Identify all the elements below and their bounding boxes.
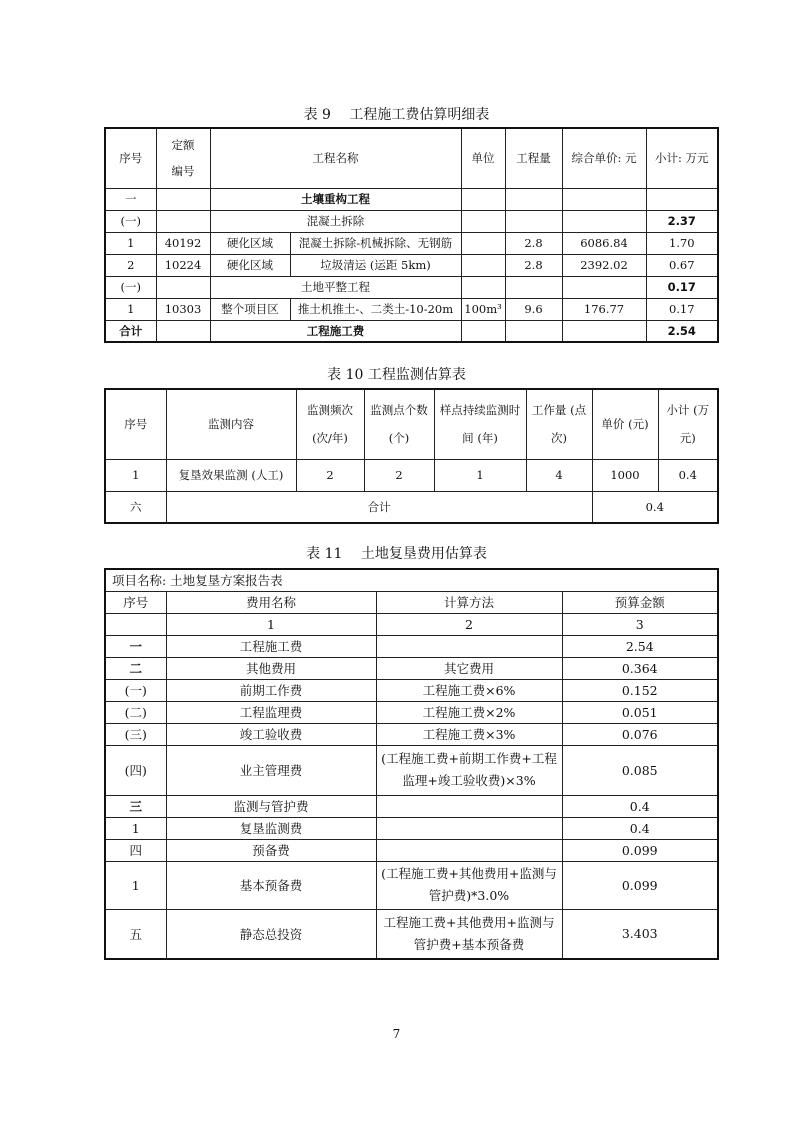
table9-header-qty: 工程量 (505, 128, 562, 188)
table11-name: 工程施工费 (166, 635, 376, 657)
table11-amount: 3.403 (562, 909, 718, 959)
table10-content: 复垦效果监测 (人工) (166, 459, 296, 491)
table9-area: 硬化区域 (210, 254, 290, 276)
table11-header-seq: 序号 (105, 591, 166, 613)
table9-code (156, 276, 210, 298)
table11-seq: 一 (105, 635, 166, 657)
table11-amount: 0.085 (562, 745, 718, 795)
table11-name: 基本预备费 (166, 861, 376, 909)
table9-seq: 1 (105, 298, 156, 320)
table9-subtotal: 1.70 (646, 232, 718, 254)
table-row (105, 254, 718, 276)
table9-unit (461, 254, 505, 276)
table9-seq: 一 (105, 188, 156, 210)
table9-unit (461, 232, 505, 254)
table9-qty (505, 276, 562, 298)
table11-index-method: 2 (376, 613, 562, 635)
table11-project-name: 项目名称: 土地复垦方案报告表 (105, 569, 718, 591)
table9-subtotal: 2.37 (646, 210, 718, 232)
table11-index-seq (105, 613, 166, 635)
table11-method (376, 635, 562, 657)
table10-subtotal: 0.4 (658, 459, 718, 491)
table-row (105, 817, 718, 839)
table11-seq: (一) (105, 679, 166, 701)
table9-unit (461, 276, 505, 298)
table11-name: 工程监理费 (166, 701, 376, 723)
table11-project-row (105, 569, 718, 591)
table-row (105, 701, 718, 723)
table9-qty (505, 210, 562, 232)
table10-total-value: 0.4 (592, 491, 718, 523)
table11-name: 静态总投资 (166, 909, 376, 959)
table9-qty: 9.6 (505, 298, 562, 320)
table-row (105, 635, 718, 657)
table9-total-row (105, 320, 718, 342)
table9-code (156, 320, 210, 342)
table11-seq: 1 (105, 861, 166, 909)
table-row (105, 861, 718, 909)
table9-header-code (156, 128, 210, 188)
table9-price: 2392.02 (562, 254, 646, 276)
table11-method (376, 795, 562, 817)
table9-price (562, 276, 646, 298)
table11-amount: 0.099 (562, 839, 718, 861)
table9-seq: 合计 (105, 320, 156, 342)
table9-code: 10224 (156, 254, 210, 276)
table10-header-price: 单价 (元) (592, 389, 658, 459)
table9 (104, 127, 719, 343)
table9-subtotal (646, 188, 718, 210)
table-row (105, 188, 718, 210)
table11-amount: 0.364 (562, 657, 718, 679)
table-row (105, 795, 718, 817)
table9-name: 垃圾清运 (运距 5km) (290, 254, 461, 276)
table11-seq: (三) (105, 723, 166, 745)
table9-qty (505, 320, 562, 342)
table9-qty (505, 188, 562, 210)
table9-seq: 2 (105, 254, 156, 276)
table-row (105, 232, 718, 254)
table11-name: 前期工作费 (166, 679, 376, 701)
table11-method: 其它费用 (376, 657, 562, 679)
table9-qty: 2.8 (505, 232, 562, 254)
table11-amount: 0.076 (562, 723, 718, 745)
table10-header-row (105, 389, 718, 459)
table11-name: 业主管理费 (166, 745, 376, 795)
table11-method: 工程施工费×6% (376, 679, 562, 701)
table10-header-seq: 序号 (105, 389, 166, 459)
table11-caption: 表 11 土地复垦费用估算表 (306, 546, 487, 562)
table11-method: 工程施工费×2% (376, 701, 562, 723)
table10-seq: 1 (105, 459, 166, 491)
table9-seq: 1 (105, 232, 156, 254)
table11-seq: 1 (105, 817, 166, 839)
table11-seq: (二) (105, 701, 166, 723)
table9-header-code-line1: 定额 (171, 138, 195, 153)
table9-header-unit: 单位 (461, 128, 505, 188)
table11-header-method: 计算方法 (376, 591, 562, 613)
table10-header-freq: 监测频次 (次/年) (296, 389, 364, 459)
table11-amount: 2.54 (562, 635, 718, 657)
table11-index-row (105, 613, 718, 635)
table9-area: 硬化区域 (210, 232, 290, 254)
table11-amount: 0.4 (562, 795, 718, 817)
table10-header-workload: 工作量 (点次) (526, 389, 592, 459)
table9-unit (461, 210, 505, 232)
table9-price (562, 320, 646, 342)
table9-code (156, 210, 210, 232)
table9-name: 混凝土拆除-机械拆除、无钢筋 (290, 232, 461, 254)
table11-index-amount: 3 (562, 613, 718, 635)
table11-amount: 0.152 (562, 679, 718, 701)
table9-header-price: 综合单价: 元 (562, 128, 646, 188)
table9-header-code-line2: 编号 (171, 164, 195, 179)
table11-seq: 三 (105, 795, 166, 817)
table9-seq: (一) (105, 276, 156, 298)
table11-header-row (105, 591, 718, 613)
table9-name: 推土机推土-、二类土-10-20m (290, 298, 461, 320)
table9-unit (461, 188, 505, 210)
table11-name: 复垦监测费 (166, 817, 376, 839)
table-row (105, 298, 718, 320)
table9-name: 土地平整工程 (210, 276, 461, 298)
table-row (105, 459, 718, 491)
table-row (105, 210, 718, 232)
table11 (104, 568, 719, 960)
table9-header-row (105, 128, 718, 188)
table11-seq: 五 (105, 909, 166, 959)
table9-price (562, 210, 646, 232)
table10-header-duration: 样点持续监测时间 (年) (434, 389, 526, 459)
table11-header-amount: 预算金额 (562, 591, 718, 613)
table11-header-name: 费用名称 (166, 591, 376, 613)
table9-price: 6086.84 (562, 232, 646, 254)
table11-name: 预备费 (166, 839, 376, 861)
table9-subtotal: 0.67 (646, 254, 718, 276)
table10-points: 2 (364, 459, 434, 491)
table10-duration: 1 (434, 459, 526, 491)
table9-name: 混凝土拆除 (210, 210, 461, 232)
table9-name: 土壤重构工程 (210, 188, 461, 210)
table10-price: 1000 (592, 459, 658, 491)
table9-header-seq: 序号 (105, 128, 156, 188)
table-row (105, 839, 718, 861)
table10-header-subtotal: 小计 (万元) (658, 389, 718, 459)
table-row (105, 679, 718, 701)
table-row (105, 909, 718, 959)
table11-method: (工程施工费+前期工作费+工程监理+竣工验收费)×3% (376, 745, 562, 795)
table-row (105, 657, 718, 679)
table-row (105, 745, 718, 795)
table9-area: 整个项目区 (210, 298, 290, 320)
table10-workload: 4 (526, 459, 592, 491)
table9-code (156, 188, 210, 210)
table9-code: 40192 (156, 232, 210, 254)
table9-unit (461, 320, 505, 342)
table9-unit: 100m³ (461, 298, 505, 320)
table-row (105, 723, 718, 745)
table9-subtotal: 0.17 (646, 276, 718, 298)
table9-name: 工程施工费 (210, 320, 461, 342)
table11-name: 竣工验收费 (166, 723, 376, 745)
table9-code: 10303 (156, 298, 210, 320)
table11-method: (工程施工费+其他费用+监测与管护费)*3.0% (376, 861, 562, 909)
table10-total-row (105, 491, 718, 523)
table9-caption: 表 9 工程施工费估算明细表 (303, 107, 490, 123)
table11-method: 工程施工费+其他费用+监测与管护费+基本预备费 (376, 909, 562, 959)
table9-header-subtotal: 小计: 万元 (646, 128, 718, 188)
table11-method (376, 817, 562, 839)
table9-qty: 2.8 (505, 254, 562, 276)
table9-header-name: 工程名称 (210, 128, 461, 188)
table10-header-content: 监测内容 (166, 389, 296, 459)
page-number: 7 (392, 1027, 401, 1041)
table10-caption: 表 10 工程监测估算表 (327, 367, 466, 383)
table11-name: 其他费用 (166, 657, 376, 679)
table11-method: 工程施工费×3% (376, 723, 562, 745)
table11-seq: (四) (105, 745, 166, 795)
table11-amount: 0.051 (562, 701, 718, 723)
table11-seq: 二 (105, 657, 166, 679)
table-row (105, 276, 718, 298)
table9-subtotal: 2.54 (646, 320, 718, 342)
table9-price: 176.77 (562, 298, 646, 320)
table11-name: 监测与管护费 (166, 795, 376, 817)
table10-total-label: 合计 (166, 491, 592, 523)
table10-header-points: 监测点个数 (个) (364, 389, 434, 459)
table10 (104, 388, 719, 524)
table11-index-name: 1 (166, 613, 376, 635)
table10-total-seq: 六 (105, 491, 166, 523)
table11-method (376, 839, 562, 861)
table11-amount: 0.4 (562, 817, 718, 839)
table11-seq: 四 (105, 839, 166, 861)
table11-amount: 0.099 (562, 861, 718, 909)
table9-subtotal: 0.17 (646, 298, 718, 320)
table9-price (562, 188, 646, 210)
table10-freq: 2 (296, 459, 364, 491)
table9-seq: (一) (105, 210, 156, 232)
